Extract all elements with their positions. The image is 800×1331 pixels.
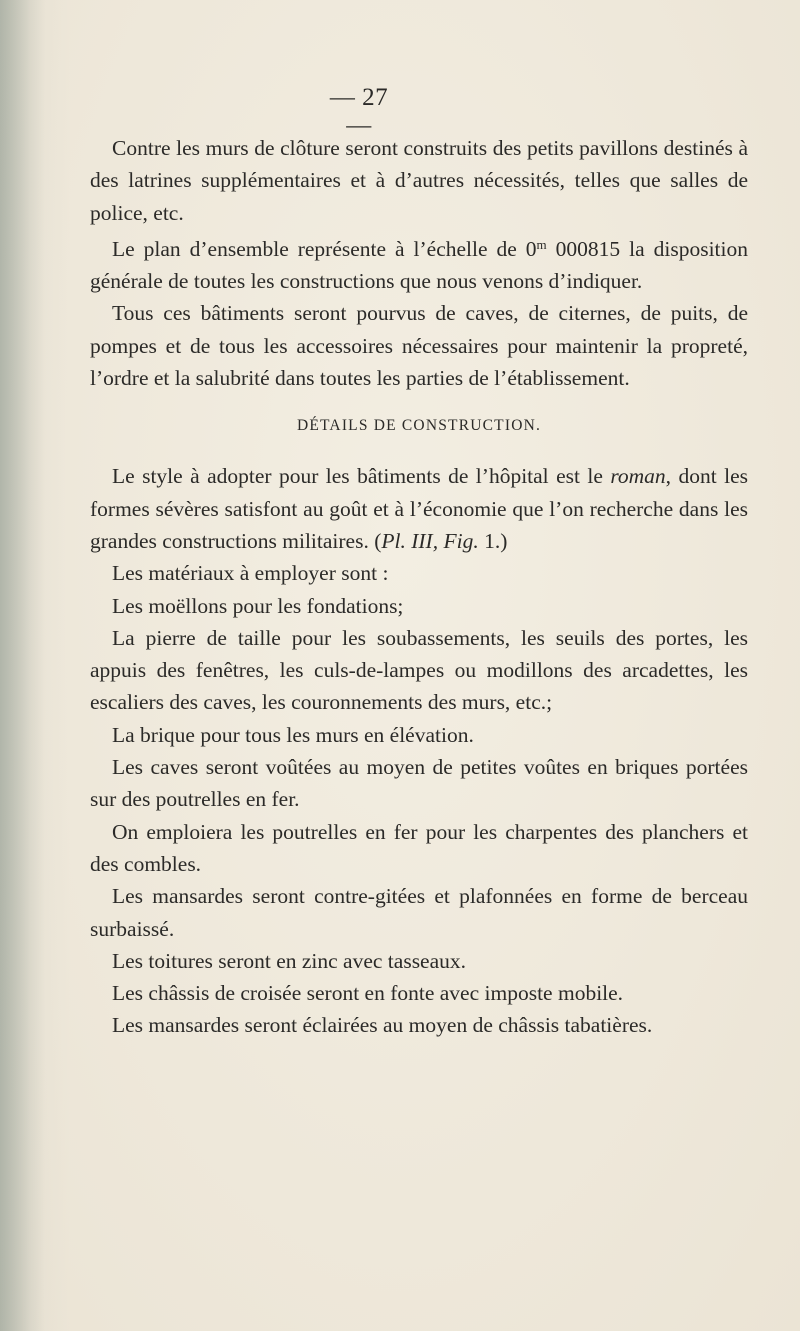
paragraph-mansardes-eclairage: Les mansardes seront éclairées au moyen de châssis tabatières. (112, 1013, 653, 1038)
scale-unit-superscript: m (536, 236, 547, 252)
paragraph-mansardes-plafond: Les mansardes seront contre-gitées et plafonnées en forme de berceau surbaissé. (90, 884, 748, 941)
paragraph-toitures: Les toitures seront en zinc avec tasseaux. (112, 948, 467, 973)
paragraph-moellons: Les moëllons pour les fondations; (112, 593, 404, 618)
paragraph-caves: Les caves seront voûtées au moyen de petites voûtes en briques portées sur des poutrelles en fer. (90, 755, 748, 812)
paragraph-poutrelles: On emploiera les poutrelles en fer pour les charpentes des planchers et des combles. (90, 819, 748, 876)
paragraph-pavillons: Contre les murs de clôture seront construits des petits pavillons destinés à des latrines supplémentaires et à d’autres nécessités, telles que salles de police, etc. (90, 136, 748, 225)
paragraph-style (90, 460, 748, 557)
scale-text-after: 000815 la disposition générale de toutes les constructions que nous venons d’indiquer. (90, 236, 748, 294)
style-text-after: 1.) (478, 528, 508, 553)
page-number: — 27 — (329, 84, 389, 139)
section-heading: DÉTAILS DE CONSTRUCTION. (296, 417, 542, 435)
plate-reference: Pl. III, Fig. (381, 528, 479, 553)
style-text-middle: , dont les formes sévères satisfont au goût et à l’économie que l’on recherche dans les grandes constructions militaires. ( (90, 464, 748, 553)
page-edge-shadow (0, 0, 45, 1331)
paragraph-pierre: La pierre de taille pour les soubassements, les seuils des portes, les appuis des fenêtres, les culs-de-lampes ou modillons des arcadettes, les escaliers des caves, les couronnements des murs, etc.; (90, 625, 748, 715)
paragraph-brique: La brique pour tous les murs en élévation. (112, 722, 474, 747)
paragraph-chassis: Les châssis de croisée seront en fonte avec imposte mobile. (112, 981, 624, 1006)
body-text (90, 132, 748, 1042)
style-text-before: Le style à adopter pour les bâtiments de l’hôpital est le (112, 464, 611, 489)
style-italic-word: roman (610, 464, 666, 489)
paragraph-batiments: Tous ces bâtiments seront pourvus de caves, de citernes, de puits, de pompes et de tous les accessoires nécessaires pour maintenir la propreté, l’ordre et la salubrité dans toutes les parties de l’établissement. (90, 301, 748, 391)
paragraph-materiaux: Les matériaux à employer sont : (112, 561, 389, 586)
scale-text-before: Le plan d’ensemble représente à l’échelle de 0 (112, 236, 537, 261)
paragraph-plan-ensemble (90, 229, 748, 298)
